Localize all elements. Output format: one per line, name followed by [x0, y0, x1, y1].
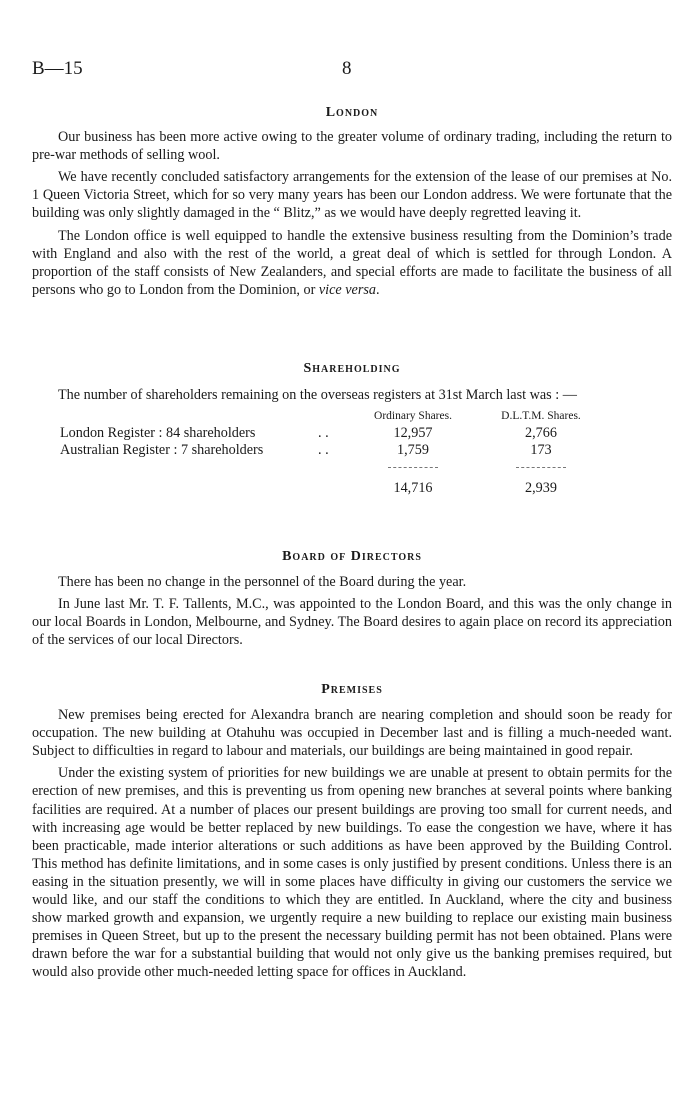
ordinary-shares: 1,759 — [397, 442, 429, 459]
dltm-shares: 2,766 — [525, 425, 557, 442]
ordinary-total: 14,716 — [393, 480, 433, 497]
total-rule — [516, 467, 566, 468]
section-shareholding — [32, 360, 672, 497]
italic-phrase: vice versa — [318, 281, 376, 298]
table-row — [60, 442, 614, 459]
table-header-row — [60, 408, 614, 425]
paragraph: There has been no change in the personnel of the Board during the year. — [58, 574, 467, 591]
total-rule — [388, 467, 438, 468]
section-board-of-directors — [32, 548, 672, 653]
section-heading-board: Board of Directors — [282, 549, 422, 564]
register-name: London Register : 84 shareholders — [60, 425, 256, 442]
paragraph: Our business has been more active owing to the greater volume of ordinary trading, including the return to pre-war methods of selling wool. — [32, 129, 672, 164]
section-heading-london: London — [325, 105, 379, 120]
table-row — [60, 425, 614, 442]
page-number: 8 — [342, 58, 352, 79]
section-london — [32, 104, 672, 303]
ordinary-shares: 12,957 — [393, 425, 433, 442]
shareholders-table — [60, 408, 614, 497]
paragraph-end: . — [376, 281, 380, 298]
leader-dots: . . — [318, 425, 329, 442]
paragraph: Under the existing system of priorities for new buildings we are unable at present to obtain permits for the erection of new premises, and this is preventing us from opening new branches at several points where banking facilities are required. At a number of places our present buildings are proving too small for current needs, and with increasing age would be better replaced by new buildings. To ease the congestion we have, where it has been practicable, made interior alterations or such additions as have been approved by the Building Control. This method has definite limitations, and in some cases is only justified by present conditions. Unless there is an easing in the situation presently, we will in some places have difficulty in giving our customers the service we would like, and our staff the conditions to which they are entitled. In Auckland, where the city and business show marked growth and expansion, we urgently require a new building to replace our existing main business premises in Queen Street, but up to the present the necessary building permit has not been obtained. Plans were drawn before the war for a substantial building that would not only give us the banking premises required, but would also provide other much-needed letting space for offices in Auckland. — [32, 765, 672, 981]
paragraph: In June last Mr. T. F. Tallents, M.C., was appointed to the London Board, and this was the only change in our local Boards in London, Melbourne, and Sydney. The Board desires to again place on record its appreciation of the services of our local Directors. — [32, 596, 672, 649]
dltm-total: 2,939 — [525, 480, 557, 497]
section-heading-premises: Premises — [321, 682, 383, 697]
totals-row — [60, 476, 614, 497]
paragraph-text: The London office is well equipped to handle the extensive business resulting from the Dominion’s trade with England and also with the rest of the world, a great deal of which is settled for through London. A proportion of the staff consists of New Zealanders, and special efforts are made to facilitate the business of all persons who go to London from the Dominion, or — [32, 227, 672, 298]
section-heading-shareholding: Shareholding — [303, 361, 401, 376]
register-name: Australian Register : 7 shareholders — [60, 442, 264, 459]
dltm-shares: 173 — [530, 442, 552, 459]
total-rule-row — [60, 459, 614, 476]
paragraph — [32, 227, 672, 299]
paragraph: New premises being erected for Alexandra branch are nearing completion and should soon be ready for occupation. The new building at Otahuhu was occupied in December last and is filling a much-needed want. Subject to difficulties in regard to labour and materials, our buildings are being maintained in good repair. — [32, 707, 672, 760]
column-header-dltm: D.L.T.M. Shares. — [501, 410, 581, 423]
leader-dots: . . — [318, 442, 329, 459]
paragraph: We have recently concluded satisfactory arrangements for the extension of the lease of our premises at No. 1 Queen Victoria Street, which for so very many years has been our London address. We were fortunate that the building was only slightly damaged in the “ Blitz,” as we would have deeply regretted leaving it. — [32, 169, 672, 222]
document-reference: B—15 — [32, 58, 83, 79]
section-premises — [32, 681, 672, 986]
paragraph: The number of shareholders remaining on the overseas registers at 31st March last was : — — [58, 387, 577, 404]
column-header-ordinary: Ordinary Shares. — [374, 410, 452, 423]
